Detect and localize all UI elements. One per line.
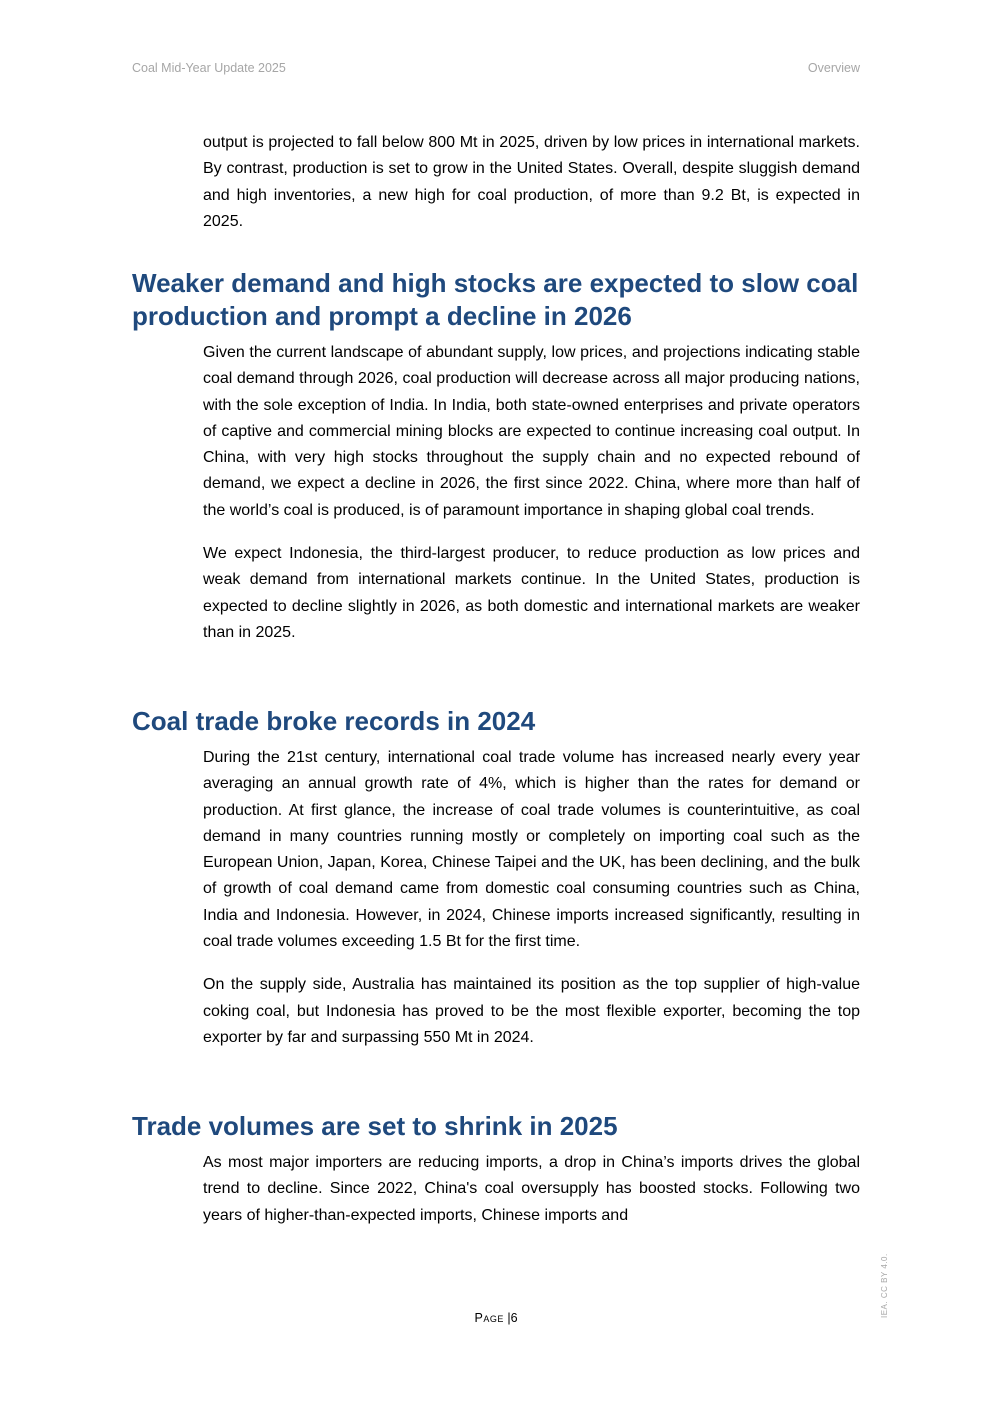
section-heading: Weaker demand and high stocks are expected to slow coal production and prompt a decline in 2026 [132, 268, 859, 331]
section-heading: Coal trade broke records in 2024 [132, 706, 536, 736]
running-header-section: Overview [807, 61, 860, 75]
page-number [0, 1311, 992, 1325]
license-note: IEA. CC BY 4.0. [880, 1253, 889, 1318]
running-header-title: Coal Mid-Year Update 2025 [132, 61, 286, 75]
page-separator: | [507, 1311, 511, 1325]
intro-text [203, 130, 860, 252]
page-number-value: 6 [510, 1311, 518, 1325]
paragraph: During the 21st century, international coal trade volume has increased nearly every year averaging an annual growth rate of 4%, which is higher than the rates for demand or production. At first glance, the increase of coal trade volumes is counterintuitive, as coal demand in many countries running mostly or completely on importing coal such as the European Union, Japan, Korea, Chinese Taipei and the UK, has been declining, and the bulk of growth of coal demand came from domestic coal consuming countries such as China, India and Indonesia. However, in 2024, Chinese imports increased significantly, resulting in coal trade volumes exceeding 1.5 Bt for the first time. [203, 749, 860, 951]
section-body [203, 745, 860, 1068]
paragraph: On the supply side, Australia has maintained its position as the top supplier of high-value coking coal, but Indonesia has proved to be the most flexible exporter, becoming the top exporter by far and surpassing 550 Mt in 2024. [203, 976, 860, 1046]
paragraph: Given the current landscape of abundant supply, low prices, and projections indicating stable coal demand through 2026, coal production will decrease across all major producing nations, with the sole exception of India. In India, both state-owned enterprises and private operators of captive and commercial mining blocks are expected to continue increasing coal output. In China, with very high stocks throughout the supply chain and no expected rebound of demand, we expect a decline in 2026, the first since 2022. China, where more than half of the world’s coal is produced, is of paramount importance in shaping global coal trends. [203, 344, 860, 519]
paragraph: We expect Indonesia, the third-largest producer, to reduce production as low prices and weak demand from international markets continue. In the United States, production is expected to decline slightly in 2026, as both domestic and international markets are weaker than in 2025. [203, 545, 860, 641]
paragraph: As most major importers are reducing imports, a drop in China’s imports drives the global trend to decline. Since 2022, China's coal oversupply has boosted stocks. Following two years of higher-than-expected imports, Chinese imports and [203, 1154, 860, 1224]
section-body [203, 1150, 860, 1246]
section-body [203, 340, 860, 663]
paragraph: output is projected to fall below 800 Mt in 2025, driven by low prices in international markets. By contrast, production is set to grow in the United States. Overall, despite sluggish demand and high inventories, a new high for coal production, of more than 9.2 Bt, is expected in 2025. [203, 134, 860, 230]
section-heading: Trade volumes are set to shrink in 2025 [132, 1111, 618, 1141]
page-label: Page [474, 1311, 504, 1325]
